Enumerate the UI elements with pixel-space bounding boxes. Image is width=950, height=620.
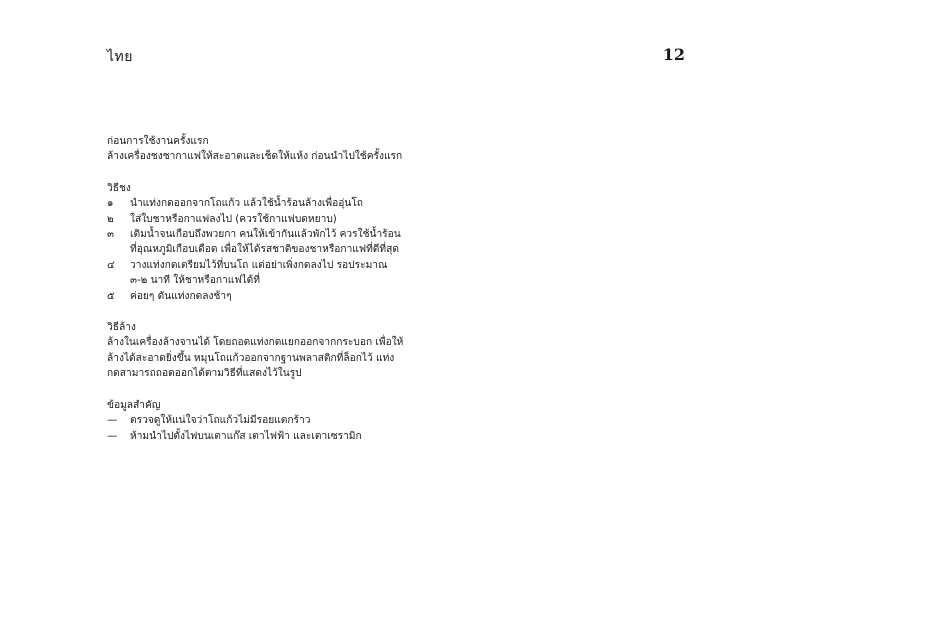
brewing-step: [107, 227, 407, 258]
brewing-step: [107, 196, 407, 211]
step-text: ใส่ใบชาหรือกาแฟลงไป (ควรใช้กาแฟบดหยาบ): [130, 213, 337, 225]
manual-content: [107, 134, 407, 460]
step-text: เติมน้ำจนเกือบถึงพวยกา คนให้เข้ากันแล้วพักไว้ ควรใช้น้ำร้อนที่อุณหภูมิเกือบเดือด เพื่อให้ได้รสชาติของชาหรือกาแฟที่ดีที่สุด: [130, 229, 401, 256]
first-use-section: [107, 134, 407, 165]
brewing-title: วิธีชง: [107, 182, 131, 194]
language-label: ไทย: [107, 49, 133, 65]
important-note: [107, 429, 407, 444]
step-number: ๕: [107, 290, 115, 302]
step-text: นำแท่งกดออกจากโถแก้ว แล้วใช้น้ำร้อนล้างเพื่ออุ่นโถ: [130, 198, 363, 210]
step-text: วางแท่งกดเตรียมไว้ที่บนโถ แต่อย่าเพิ่งกดลงไป รอประมาณ ๓-๒ นาที ให้ชาหรือกาแฟได้ที่: [130, 259, 388, 287]
step-text: ค่อยๆ ดันแท่งกดลงช้าๆ: [130, 290, 232, 302]
brewing-step: [107, 289, 407, 304]
cleaning-text: ล้างในเครื่องล้างจานได้ โดยถอดแท่งกดแยกออกจากกระบอก เพื่อให้ล้างได้สะอาดยิ่งขึ้น หมุนโถแก้วออกจากฐานพลาสติกที่ล็อกไว้ แท่งกดสามารถถอดออกได้ตามวิธีที่แสดงไว้ในรูป: [107, 337, 404, 380]
brewing-section: [107, 181, 407, 304]
step-number: ๒: [107, 213, 114, 225]
important-section: [107, 398, 407, 444]
note-text: ห้ามนำไปตั้งไฟบนเตาแก๊ส เตาไฟฟ้า และเตาเซรามิก: [130, 430, 362, 442]
step-number: ๓: [107, 229, 114, 241]
page-number: 12: [662, 45, 685, 64]
cleaning-section: [107, 320, 407, 382]
brewing-step: [107, 212, 407, 227]
note-text: ตรวจดูให้แน่ใจว่าโถแก้วไม่มีรอยแตกร้าว: [130, 415, 311, 427]
important-title: ข้อมูลสำคัญ: [107, 399, 161, 411]
note-dash: —: [107, 415, 118, 427]
page-header: [107, 46, 685, 70]
cleaning-title: วิธีล้าง: [107, 322, 136, 334]
first-use-title: ก่อนการใช้งานครั้งแรก: [107, 136, 209, 147]
important-note: [107, 413, 407, 428]
note-dash: —: [107, 430, 118, 442]
step-number: ๔: [107, 259, 115, 271]
first-use-text: ล้างเครื่องชงชากาแฟให้สะอาดและเช็ดให้แห้ง ก่อนนำไปใช้ครั้งแรก: [107, 151, 403, 163]
brewing-step: [107, 258, 407, 289]
step-number: ๑: [107, 198, 114, 210]
